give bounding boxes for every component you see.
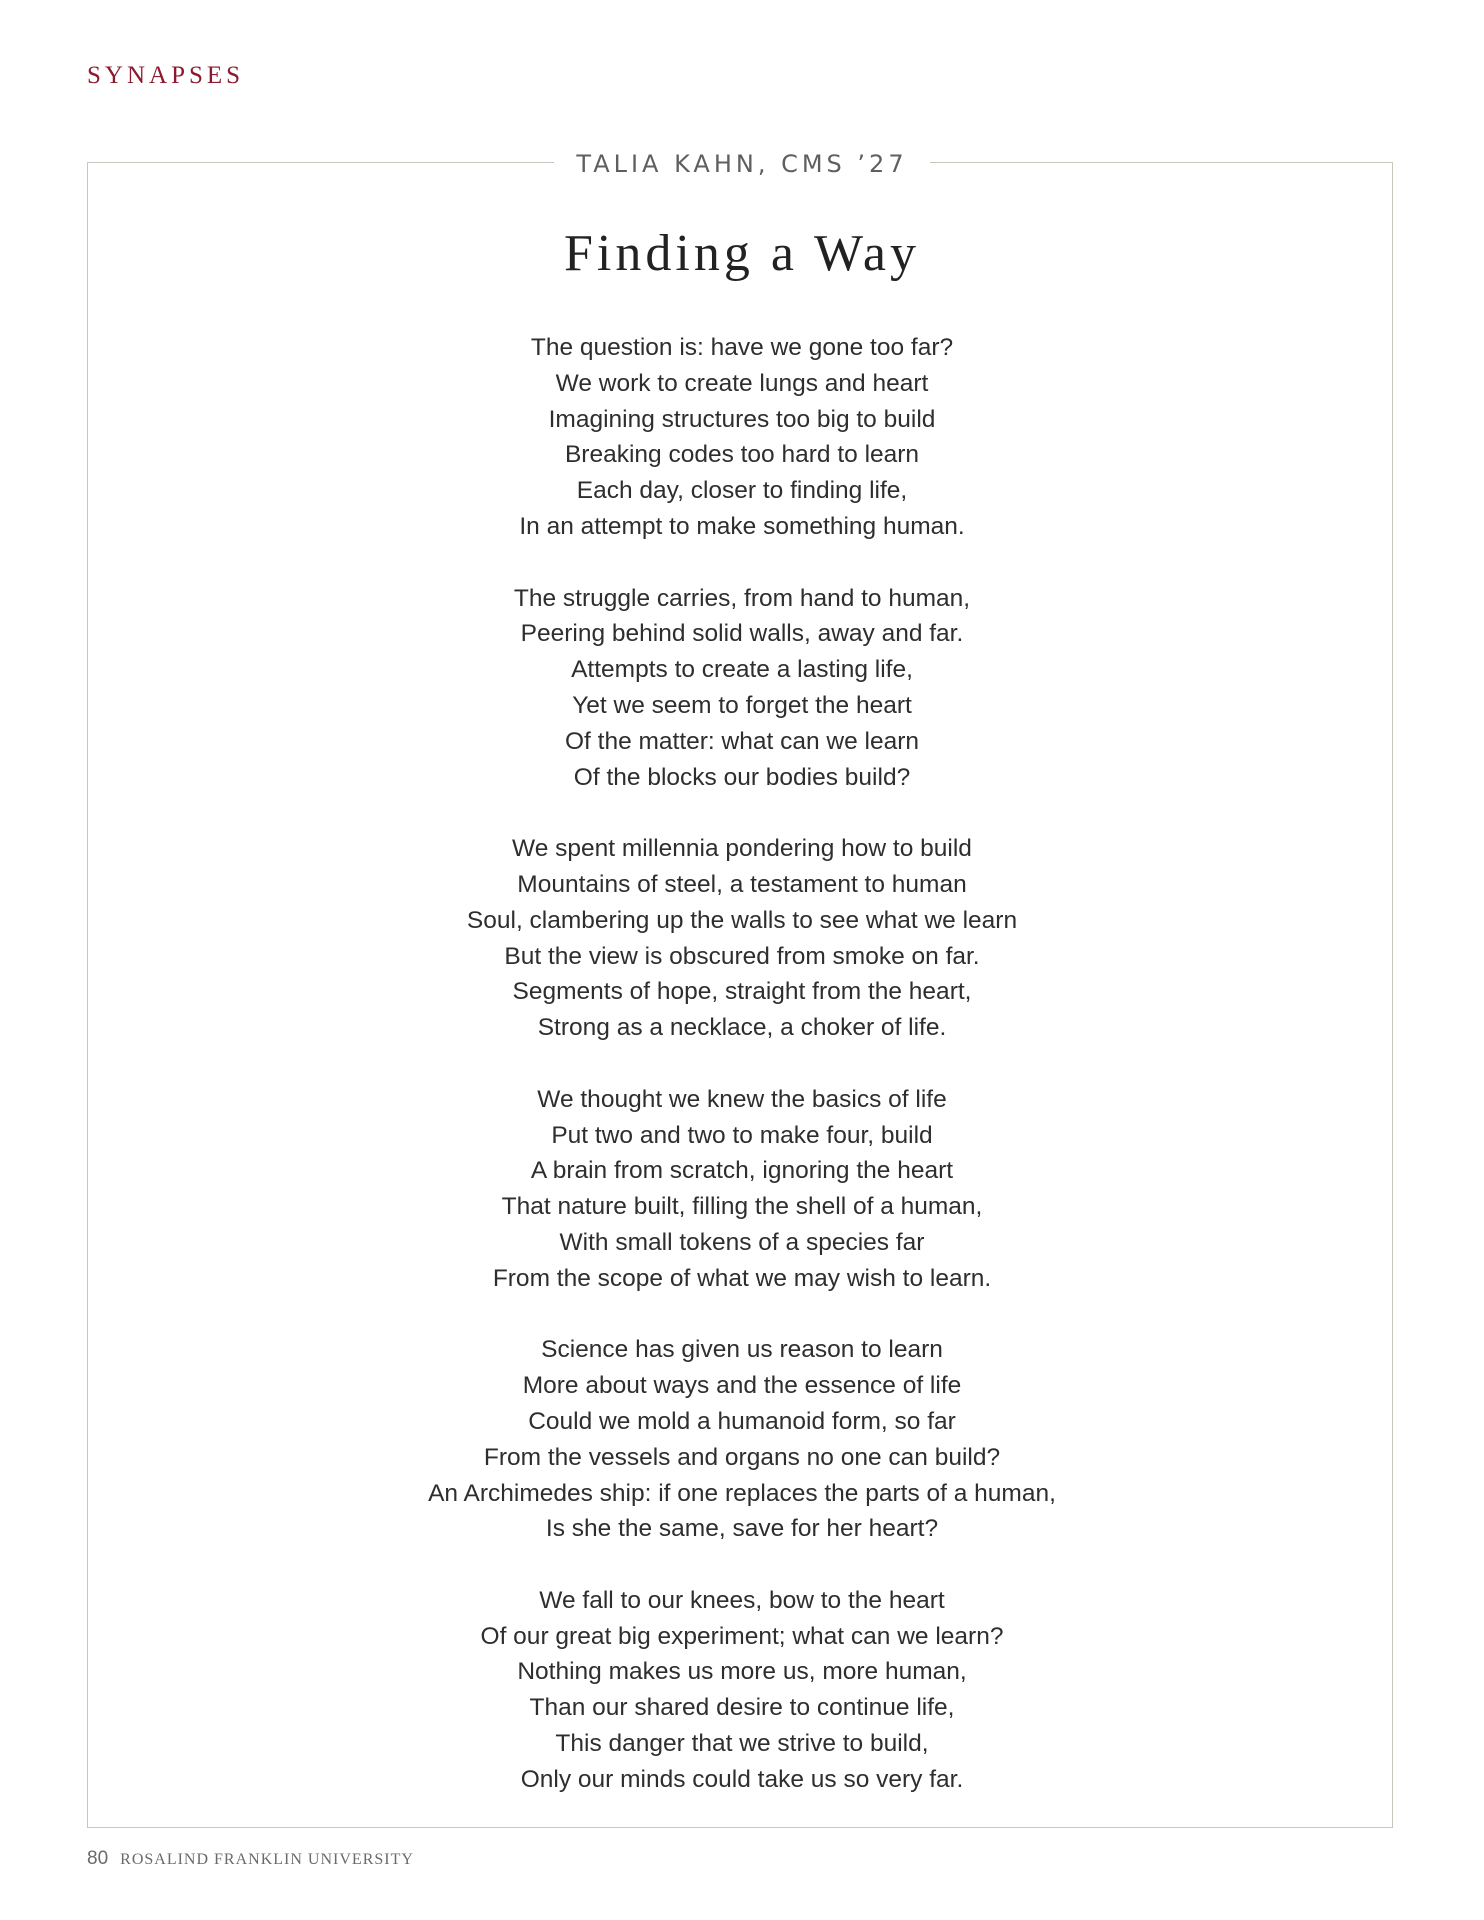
poem-line: Than our shared desire to continue life, bbox=[529, 1694, 955, 1722]
poem-line: More about ways and the essence of life bbox=[522, 1372, 962, 1400]
poem-stanza bbox=[0, 1583, 1484, 1798]
poem-line: Peering behind solid walls, away and far. bbox=[520, 620, 964, 648]
poem-line: Soul, clambering up the walls to see what we learn bbox=[466, 906, 1018, 934]
poem-line: Attempts to create a lasting life, bbox=[571, 656, 913, 684]
poem-line: This danger that we strive to build, bbox=[555, 1730, 929, 1758]
poem-stanza bbox=[0, 1332, 1484, 1547]
section-label: SYNAPSES bbox=[87, 62, 245, 89]
poem-line: Imagining structures too big to build bbox=[548, 405, 936, 433]
poem-line: That nature built, filling the shell of a human, bbox=[501, 1193, 983, 1221]
poem-line: Each day, closer to finding life, bbox=[576, 477, 908, 505]
page-number: 80 bbox=[87, 1848, 109, 1869]
poem-title: Finding a Way bbox=[564, 225, 920, 282]
poem-line: Science has given us reason to learn bbox=[541, 1336, 943, 1364]
author-byline bbox=[0, 147, 1484, 181]
poem-line: We fall to our knees, bow to the heart bbox=[539, 1586, 945, 1614]
poem-line: Put two and two to make four, build bbox=[551, 1121, 933, 1149]
poem-line: With small tokens of a species far bbox=[559, 1228, 925, 1256]
poem-stanza bbox=[0, 330, 1484, 545]
poem-line: Of the blocks our bodies build? bbox=[573, 763, 911, 791]
poem-line: Is she the same, save for her heart? bbox=[545, 1515, 939, 1543]
poem-line: Only our minds could take us so very far. bbox=[520, 1765, 964, 1793]
poem-stanza bbox=[0, 581, 1484, 796]
author-byline-text: TALIA KAHN, CMS ’27 bbox=[554, 147, 929, 181]
poem-line: An Archimedes ship: if one replaces the parts of a human, bbox=[428, 1479, 1056, 1507]
poem-line: From the vessels and organs no one can build? bbox=[483, 1443, 1001, 1471]
poem-line: The question is: have we gone too far? bbox=[530, 334, 954, 361]
poem-line: From the scope of what we may wish to learn. bbox=[492, 1264, 992, 1292]
poem-line: Yet we seem to forget the heart bbox=[572, 691, 912, 719]
page-footer bbox=[87, 1848, 414, 1870]
poem-line: We work to create lungs and heart bbox=[555, 369, 929, 397]
poem-line: The struggle carries, from hand to human, bbox=[513, 584, 971, 612]
poem-line: We thought we knew the basics of life bbox=[537, 1085, 947, 1113]
poem-line: Nothing makes us more us, more human, bbox=[517, 1658, 967, 1686]
poem-line: A brain from scratch, ignoring the heart bbox=[530, 1157, 954, 1185]
poem-line: But the view is obscured from smoke on far. bbox=[504, 942, 980, 970]
poem-line: Of our great big experiment; what can we learn? bbox=[480, 1622, 1004, 1650]
poem-line: We spent millennia pondering how to build bbox=[512, 835, 972, 863]
poem-line: In an attempt to make something human. bbox=[519, 512, 965, 540]
poem-line: Segments of hope, straight from the heart, bbox=[512, 978, 972, 1006]
poem-line: Strong as a necklace, a choker of life. bbox=[537, 1014, 947, 1042]
poem-line: Breaking codes too hard to learn bbox=[564, 441, 920, 469]
poem-line: Mountains of steel, a testament to human bbox=[517, 870, 967, 898]
poem-body bbox=[0, 330, 1484, 1798]
poem-stanza bbox=[0, 831, 1484, 1046]
poem-line: Of the matter: what can we learn bbox=[564, 727, 920, 755]
publication-name: ROSALIND FRANKLIN UNIVERSITY bbox=[120, 1851, 414, 1868]
poem-line: Could we mold a humanoid form, so far bbox=[528, 1407, 956, 1435]
poem-stanza bbox=[0, 1082, 1484, 1297]
